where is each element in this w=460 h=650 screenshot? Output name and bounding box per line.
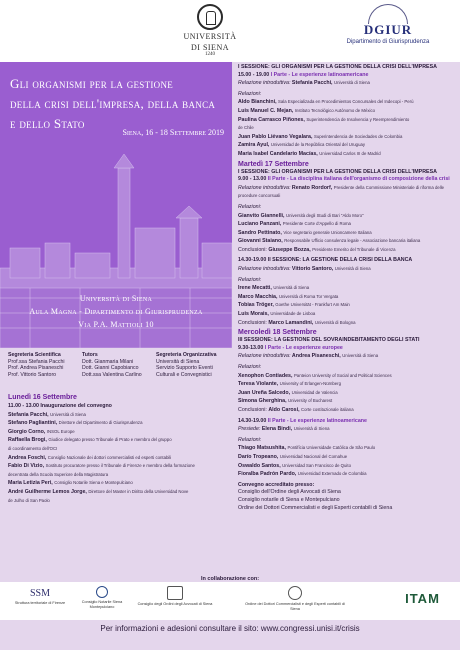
monday-speakers: [8, 411, 228, 506]
speaker-row: [238, 212, 454, 221]
speaker-affiliation: Responsabile Ufficio consulenza legale - Associazione bancaria italiana: [284, 238, 421, 244]
monday-program: [8, 392, 228, 505]
relazioni-label: Relazioni:: [238, 90, 262, 97]
speaker-name: Juan Ureña Salcedo,: [238, 389, 291, 396]
day-heading-wednesday: Mercoledì 18 Settembre: [238, 329, 317, 337]
speaker-row: [238, 397, 454, 406]
session-1-speakers: [238, 98, 454, 158]
speaker-row: [238, 284, 454, 293]
speaker-name: Giorgio Corno,: [8, 428, 46, 435]
speaker-affiliation: Università di Siena: [273, 285, 310, 291]
intro-affil: Università di Siena: [342, 353, 379, 359]
intro-label: Relazione introduttiva:: [238, 353, 291, 360]
session-3b-chair: [238, 425, 454, 434]
footer-info: Per informazioni e adesioni consultare il sito: www.congressi.unisi.it/crisis: [100, 624, 360, 633]
avvocati-crest-icon: [167, 586, 183, 600]
speaker-name: Raffaella Brogi,: [8, 437, 47, 444]
speaker-name: Luciano Panzani,: [238, 221, 282, 228]
session-1-intro: [238, 79, 454, 88]
speaker-row: [8, 471, 228, 480]
organizing-secretariat: [156, 352, 217, 378]
speaker-affiliation: Consiglio Notarile Siena e Montepulciano: [54, 480, 133, 486]
dgiur-arc-icon: [368, 4, 408, 24]
commercialisti-logo: [240, 586, 350, 611]
speaker-row: [238, 453, 454, 462]
speaker-affiliation: Università di Roma Tor Vergata: [278, 293, 339, 299]
session-3-timeslot: [238, 345, 454, 353]
speaker-name: Luis Morais,: [238, 311, 269, 318]
speaker-name: Irene Mecatti,: [238, 285, 272, 292]
speaker-name: André Guilherme Lemos Jorge,: [8, 488, 87, 495]
speaker-affiliation: Giudice delegato presso Tribunale di Prato e membro del gruppo: [48, 437, 172, 443]
speaker-row: [238, 237, 454, 246]
itam-logo: ITAM: [405, 591, 440, 606]
notarile-logo: [80, 586, 124, 609]
speaker-row: [238, 389, 454, 398]
speaker-row: [238, 372, 454, 381]
speaker-name: Stefano Pagliantini,: [8, 420, 58, 427]
speaker-row: [8, 497, 228, 506]
conclusion-affil: Presidente Emerito del Tribunale di Vicenza: [312, 246, 396, 252]
unisi-name-2: DI SIENA: [191, 43, 229, 52]
session-3-time: 9.30-13.00: [238, 344, 264, 351]
conclusion-label: Conclusioni:: [238, 406, 267, 413]
relazioni-label: Relazioni:: [238, 276, 262, 283]
speaker-affiliation: Universidad Carlos III de Madrid: [319, 150, 381, 156]
speaker-row: [238, 98, 454, 107]
session-3-title: III SESSIONE: LA GESTIONE DEL SOVRAINDEBITAMENTO DEGLI STATI: [238, 337, 420, 344]
session-1-title: I SESSIONE: GLI ORGANISMI PER LA GESTIONE DELLA CRISI DELL'IMPRESA: [238, 64, 437, 70]
notarile-caption: Consiglio Notarile Siena Montepulciano: [81, 600, 123, 609]
session-1-timeslot: [238, 72, 454, 80]
speaker-affiliation: decentrata della Scuola Superiore della Magistratura: [8, 471, 109, 477]
accreditation-title: Convegno accreditato presso:: [238, 481, 315, 488]
intro-name: Vittorio Santoro,: [291, 266, 334, 273]
commercialisti-caption: Ordine dei Dottori Commercialisti e degli Esperti contabili di Siena: [245, 602, 345, 611]
intro-name: Stefania Pacchi,: [291, 80, 333, 87]
venue-line-1: Università di Siena: [79, 294, 153, 303]
speaker-row: [238, 124, 454, 133]
scientific-secretariat: [8, 352, 65, 378]
speaker-affiliation: Direttore del Dipartimento di Giurisprudenza: [58, 420, 143, 426]
session-1b-part: II Parte - La disciplina italiana dell'organismo di composizione della crisi: [267, 176, 450, 183]
speaker-row: [238, 380, 454, 389]
day-heading-tuesday: Martedì 17 Settembre: [238, 160, 309, 168]
conclusion-label: Conclusioni:: [238, 319, 267, 326]
speaker-row: [238, 141, 454, 150]
chair-affil: Università di Siena: [293, 426, 330, 432]
chair-label: Presiede:: [238, 426, 261, 433]
notarile-seal-icon: [96, 586, 108, 598]
chair-name: Elena Bindi,: [261, 426, 293, 433]
speaker-row: [238, 470, 454, 479]
venue-block: [0, 292, 232, 331]
dgiur-logo: [338, 4, 438, 45]
accreditation-line: Ordine dei Dottori Commercialisti e degli Esperti contabili di Siena: [238, 504, 393, 511]
speaker-row: [238, 116, 454, 125]
hero-panel: [0, 62, 232, 348]
speaker-name: Marco Macchia,: [238, 293, 278, 300]
sponsors-bar: [0, 582, 460, 620]
speaker-affiliation: di coordinamento dell'OCI: [8, 445, 58, 451]
speaker-affiliation: Universidad de Valencia: [291, 389, 338, 395]
scientific-member: Prof.ssa Stefania Pacchi: [8, 358, 65, 365]
session-1b-timeslot: [238, 176, 454, 184]
session-1b-time: 9.00 - 13.00: [238, 176, 267, 183]
speaker-name: Luis Manuel C. Mejan,: [238, 107, 294, 114]
speaker-name: Fioralba Padrón Pardo,: [238, 471, 297, 478]
speaker-row: [8, 454, 228, 463]
session-3-intro: [238, 352, 454, 361]
dgiur-word: DGIUR: [363, 22, 413, 37]
speaker-name: Darío Tropeano,: [238, 453, 279, 460]
speaker-affiliation: Universidad de la República Oriental del Uruguay: [270, 142, 365, 148]
unisi-logo: [180, 4, 240, 57]
speaker-name: Maria Isabel Candelario Macías,: [238, 150, 318, 157]
conclusion-label: Conclusioni:: [238, 246, 267, 253]
scientific-member: Prof. Andrea Pisaneschi: [8, 365, 64, 371]
committee-block: [0, 348, 232, 388]
unisi-seal-icon: [197, 4, 223, 30]
accreditation-line: Consiglio dell'Ordine degli Avvocati di Siena: [238, 489, 341, 496]
intro-affil: Presidente della Commissione Ministeriale di riforma delle procedure concorsuali: [238, 184, 445, 199]
tutor: Dott. Gianmaria Milani: [82, 358, 134, 365]
speaker-affiliation: Presidente Corte d'Appello di Roma: [282, 221, 351, 227]
accreditation-line: Consiglio notarile di Siena e Montepulciano: [238, 496, 340, 503]
title-line-2: della crisi dell'impresa, della banca: [10, 96, 216, 111]
speaker-affiliation: Consiglio Nazionale dei dottori commercialisti ed esperti contabili: [47, 454, 172, 460]
conclusion-affil: Corte costituzionale italiana: [301, 406, 354, 412]
session-3b-time: 14.30-19.00: [238, 417, 267, 424]
speaker-name: Teresa Violante,: [238, 381, 279, 388]
tutors-title: Tutors: [82, 352, 98, 358]
intro-label: Relazione introduttiva:: [238, 266, 291, 273]
speaker-name: Paulina Carrasco Piñones,: [238, 116, 305, 123]
speaker-name: Maria Letizia Peri,: [8, 480, 53, 487]
speaker-name: Sandro Pettinato,: [238, 229, 282, 236]
speaker-affiliation: Superintendencia de Sociedades de Colombia: [313, 133, 403, 139]
intro-affil: Università di Siena: [334, 80, 370, 86]
ssm-caption: Struttura territoriale di Firenze: [14, 601, 66, 605]
session-3b-timeslot: [238, 418, 454, 426]
dgiur-subtitle: Dipartimento di Giurisprudenza: [346, 39, 430, 45]
speaker-row: [8, 462, 228, 471]
conclusion-name: Aldo Carosi,: [268, 406, 300, 413]
speaker-affiliation: Sala Especializada en Procedimientos Concursales del Indecopi - Perù: [278, 99, 414, 105]
speaker-row: [238, 150, 454, 159]
speaker-row: [238, 220, 454, 229]
speaker-row: [238, 444, 454, 453]
session-3b-part: II Parte - Le esperienze latinoamericane: [267, 417, 367, 424]
collaboration-label: In collaborazione con:: [200, 576, 260, 582]
session-2-speakers: [238, 284, 454, 318]
conclusion-name: Marco Lamandini,: [268, 319, 314, 326]
tutor: Dott. Gianni Capobianco: [82, 365, 139, 371]
speaker-affiliation: University of Bucharest: [288, 398, 333, 404]
org-title: Segreteria Organizzativa: [156, 352, 217, 358]
speaker-row: [238, 310, 454, 319]
speaker-row: [238, 133, 454, 142]
speaker-row: [8, 479, 228, 488]
speaker-affiliation: Panteion University of Social and Political Sciences: [293, 372, 392, 378]
session-1b-title: I SESSIONE: GLI ORGANISMI PER LA GESTIONE DELLA CRISI DELL'IMPRESA: [238, 168, 437, 175]
event-dates: Siena, 16 - 18 Settembre 2019: [122, 128, 224, 137]
program-column: [238, 64, 454, 512]
org-line: Servizio Supporto Eventi: [156, 365, 213, 371]
speaker-row: [8, 428, 228, 437]
speaker-row: [8, 488, 228, 497]
scientific-member: Prof. Vittorio Santoro: [8, 371, 57, 378]
conclusion-affil: Università di Bologna: [314, 319, 356, 325]
speaker-row: [238, 301, 454, 310]
intro-name: Renato Rordorf,: [291, 184, 333, 191]
speaker-affiliation: Instituto Tecnológico Autónomo de México: [294, 107, 376, 113]
scientific-title: Segreteria Scientifica: [8, 352, 61, 358]
org-line: Università di Siena: [156, 358, 200, 365]
speaker-name: Oswaldo Santos,: [238, 462, 281, 469]
speaker-affiliation: Superintendencia de Insolvencia y Reemprendimiento: [306, 116, 410, 122]
speaker-row: [238, 293, 454, 302]
speaker-name: Aldo Bianchini,: [238, 99, 277, 106]
speaker-affiliation: University of Erlangen-Nürnberg: [279, 381, 342, 387]
session-2-intro: [238, 265, 454, 274]
ssm-mark: SSM: [29, 588, 50, 599]
speaker-affiliation: Direttore del Master in Diritto della Universidad Nove: [88, 488, 189, 494]
speaker-row: [238, 229, 454, 238]
unisi-year: 1240: [205, 52, 215, 57]
speaker-name: Gianvito Giannelli,: [238, 212, 285, 219]
speaker-affiliation: Sostituto procuratore presso il Tribunale di Firenze e membro della formazione: [45, 463, 195, 469]
speaker-affiliation: Università di Siena: [50, 411, 86, 417]
speaker-affiliation: Universidad Externado de Colombia: [297, 471, 367, 477]
speaker-affiliation: Pontifícia Universidade Católica de São Paulo: [287, 445, 376, 451]
speaker-affiliation: INSOL Europe: [46, 428, 75, 434]
speaker-name: Andrea Foschi,: [8, 454, 47, 461]
relazioni-label: Relazioni:: [238, 436, 262, 443]
speaker-affiliation: Universidade de Lisboa: [270, 311, 316, 317]
session-1b-conclusion: [238, 246, 454, 255]
session-1-time: 15.00 - 19.00: [238, 71, 270, 78]
speaker-name: Xenophon Contiades,: [238, 372, 293, 379]
header-bar: [0, 0, 460, 62]
speaker-row: [8, 436, 228, 445]
speaker-name: Juan Pablo Liévano Vegalara,: [238, 133, 313, 140]
opening-session: 11.00 - 13.00 Inaugurazione del convegno: [8, 403, 112, 409]
speaker-row: [8, 445, 228, 454]
speaker-name: Zamira Ayul,: [238, 142, 270, 149]
unisi-name-1: UNIVERSITÀ: [183, 32, 237, 41]
speaker-name: Fabio Di Vizio,: [8, 463, 45, 470]
relazioni-label: Relazioni:: [238, 203, 262, 210]
session-2-conclusion: [238, 319, 454, 328]
speaker-affiliation: de Chile: [238, 125, 254, 131]
speaker-affiliation: Università degli Studi di Bari "Aldo Moro": [286, 212, 364, 218]
session-3-speakers: [238, 372, 454, 406]
relazioni-label: Relazioni:: [238, 364, 262, 370]
venue-line-3: Via P.A. Mattioli 10: [78, 320, 154, 329]
session-1-part: I Parte - Le esperienze latinoamericane: [270, 71, 369, 78]
venue-line-2: Aula Magna - Dipartimento di Giurisprudenza: [29, 307, 203, 316]
day-heading-monday: Lunedì 16 Settembre: [8, 394, 77, 401]
conclusion-name: Giuseppe Bozza,: [268, 246, 311, 253]
session-1b-intro: [238, 184, 454, 201]
speaker-row: [238, 462, 454, 471]
speaker-affiliation: Vice segretario generale Unioncamere Italiana: [283, 229, 372, 235]
page-title: [10, 74, 228, 134]
title-line-3: e dello Stato: [10, 116, 85, 131]
speaker-row: [8, 411, 228, 420]
session-3b-speakers: [238, 444, 454, 478]
ssm-logo: [8, 588, 72, 606]
session-3-conclusion: [238, 406, 454, 415]
tutors: [82, 352, 142, 378]
speaker-name: Tobias Tröger,: [238, 302, 274, 309]
intro-label: Relazione introduttiva:: [238, 80, 291, 87]
session-3-part: I Parte - Le esperienze europee: [264, 344, 343, 351]
speaker-affiliation: de Julho di San Paolo: [8, 497, 50, 503]
speaker-affiliation: Universidad San Francisco de Quito: [282, 462, 351, 468]
speaker-row: [238, 107, 454, 116]
intro-name: Andrea Pisaneschi,: [291, 353, 341, 360]
speaker-name: Stefania Pacchi,: [8, 411, 49, 418]
session-2-title: 14.30-19.00 II SESSIONE: LA GESTIONE DELLA CRISI DELLA BANCA: [238, 257, 413, 264]
speaker-affiliation: Universidad Nacional del Comahue: [279, 453, 348, 459]
intro-label: Relazione introduttiva:: [238, 184, 291, 191]
avvocati-logo: [130, 586, 220, 607]
speaker-row: [8, 419, 228, 428]
speaker-affiliation: Goethe Universität - Frankfurt Am Main: [275, 302, 350, 308]
speaker-name: Simona Gherghina,: [238, 398, 287, 405]
speaker-name: Giovanni Staiano,: [238, 238, 283, 245]
title-line-1: Gli organismi per la gestione: [10, 76, 174, 91]
commercialisti-seal-icon: [288, 586, 302, 600]
intro-affil: Università di Siena: [334, 266, 371, 272]
speaker-name: Thiago Matsushita,: [238, 445, 286, 452]
org-line: Culturali e Convegnistici: [156, 371, 212, 378]
tutor: Dott.ssa Valentina Carlino: [82, 371, 142, 378]
avvocati-caption: Consiglio degli Ordini degli Avvocati di Siena: [137, 602, 213, 606]
session-1b-speakers: [238, 212, 454, 246]
